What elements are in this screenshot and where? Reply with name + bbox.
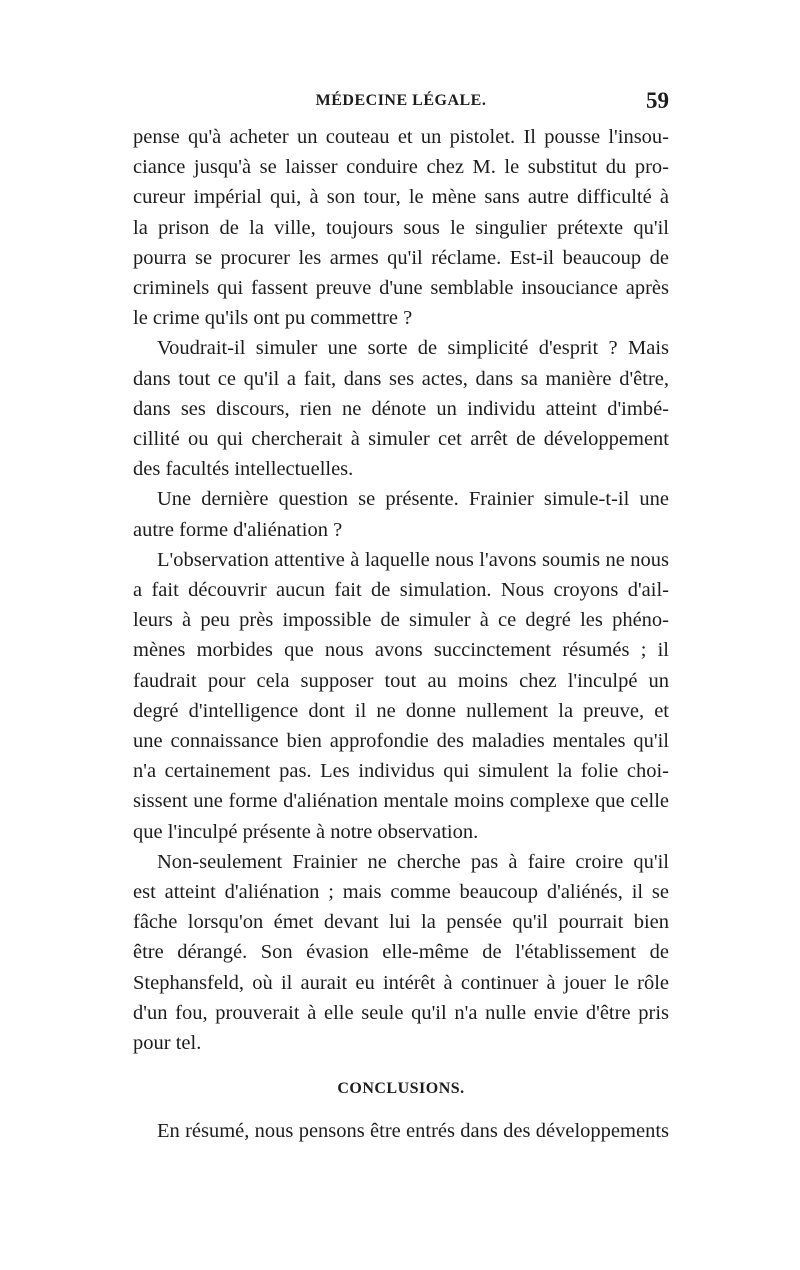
text-line: En résumé, nous pensons être entrés dans des développements [157, 1120, 669, 1143]
text-line: dans tout ce qu'il a fait, dans ses actes, dans sa manière d'être, [133, 367, 669, 390]
text-line: sissent une forme d'aliénation mentale moins complexe que celle [133, 790, 669, 813]
text-line: pourra se procurer les armes qu'il réclame. Est-il beaucoup de [133, 246, 669, 269]
text-line: Voudrait-il simuler une sorte de simplicité d'esprit ? Mais [157, 337, 669, 360]
text-line: L'observation attentive à laquelle nous l'avons soumis ne nous [157, 548, 669, 571]
text-line: leurs à peu près impossible de simuler à ce degré les phéno- [133, 609, 669, 632]
text-line: Non-seulement Frainier ne cherche pas à faire croire qu'il [157, 850, 669, 873]
book-page [133, 88, 669, 1147]
running-title: MÉDECINE LÉGALE. [315, 92, 487, 109]
text-line: Stephansfeld, où il aurait eu intérêt à continuer à jouer le rôle [133, 971, 669, 994]
text-line: n'a certainement pas. Les individus qui simulent la folie choi- [133, 760, 669, 783]
text-line: a fait découvrir aucun fait de simulation. Nous croyons d'ail- [133, 579, 669, 602]
text-line: dans ses discours, rien ne dénote un individu atteint d'imbé- [133, 397, 669, 420]
running-head [133, 88, 669, 122]
text-line: que l'inculpé présente à notre observation. [133, 820, 479, 843]
text-line: fâche lorsqu'on émet devant lui la pensée qu'il pourrait bien [133, 911, 669, 934]
text-line: cureur impérial qui, à son tour, le mène sans autre difficulté à [133, 186, 669, 209]
paragraph-1 [133, 122, 669, 333]
text-line: une connaissance bien approfondie des maladies mentales qu'il [133, 730, 669, 753]
text-line: cillité ou qui chercherait à simuler cet arrêt de développement [133, 428, 669, 451]
page-number: 59 [646, 88, 669, 113]
text-line: criminels qui fassent preuve d'une semblable insouciance après [133, 277, 669, 300]
text-line: ciance jusqu'à se laisser conduire chez M. le substitut du pro- [133, 156, 669, 179]
paragraph-4 [133, 545, 669, 847]
paragraph-conclusions [133, 1116, 669, 1146]
section-heading: CONCLUSIONS. [337, 1080, 465, 1098]
text-line: mènes morbides que nous avons succinctement résumés ; il [133, 639, 669, 662]
paragraph-2 [133, 333, 669, 484]
text-line: pense qu'à acheter un couteau et un pistolet. Il pousse l'insou- [133, 126, 669, 148]
text-line: être dérangé. Son évasion elle-même de l'établissement de [133, 941, 669, 964]
text-line: est atteint d'aliénation ; mais comme beaucoup d'aliénés, il se [133, 881, 669, 904]
text-line: faudrait pour cela supposer tout au moins chez l'inculpé un [133, 669, 669, 692]
paragraph-3 [133, 484, 669, 544]
text-line: le crime qu'ils ont pu commettre ? [133, 307, 413, 330]
text-line: degré d'intelligence dont il ne donne nullement la preuve, et [133, 699, 669, 722]
text-line: la prison de la ville, toujours sous le singulier prétexte qu'il [133, 216, 669, 239]
text-line: des facultés intellectuelles. [133, 458, 354, 481]
paragraph-5 [133, 847, 669, 1058]
text-line: autre forme d'aliénation ? [133, 518, 343, 541]
body-text [133, 122, 669, 1147]
text-line: d'un fou, prouverait à elle seule qu'il n'a nulle envie d'être pris [133, 1001, 669, 1024]
text-line: Une dernière question se présente. Frainier simule-t-il une [157, 488, 669, 511]
text-line: pour tel. [133, 1032, 202, 1055]
